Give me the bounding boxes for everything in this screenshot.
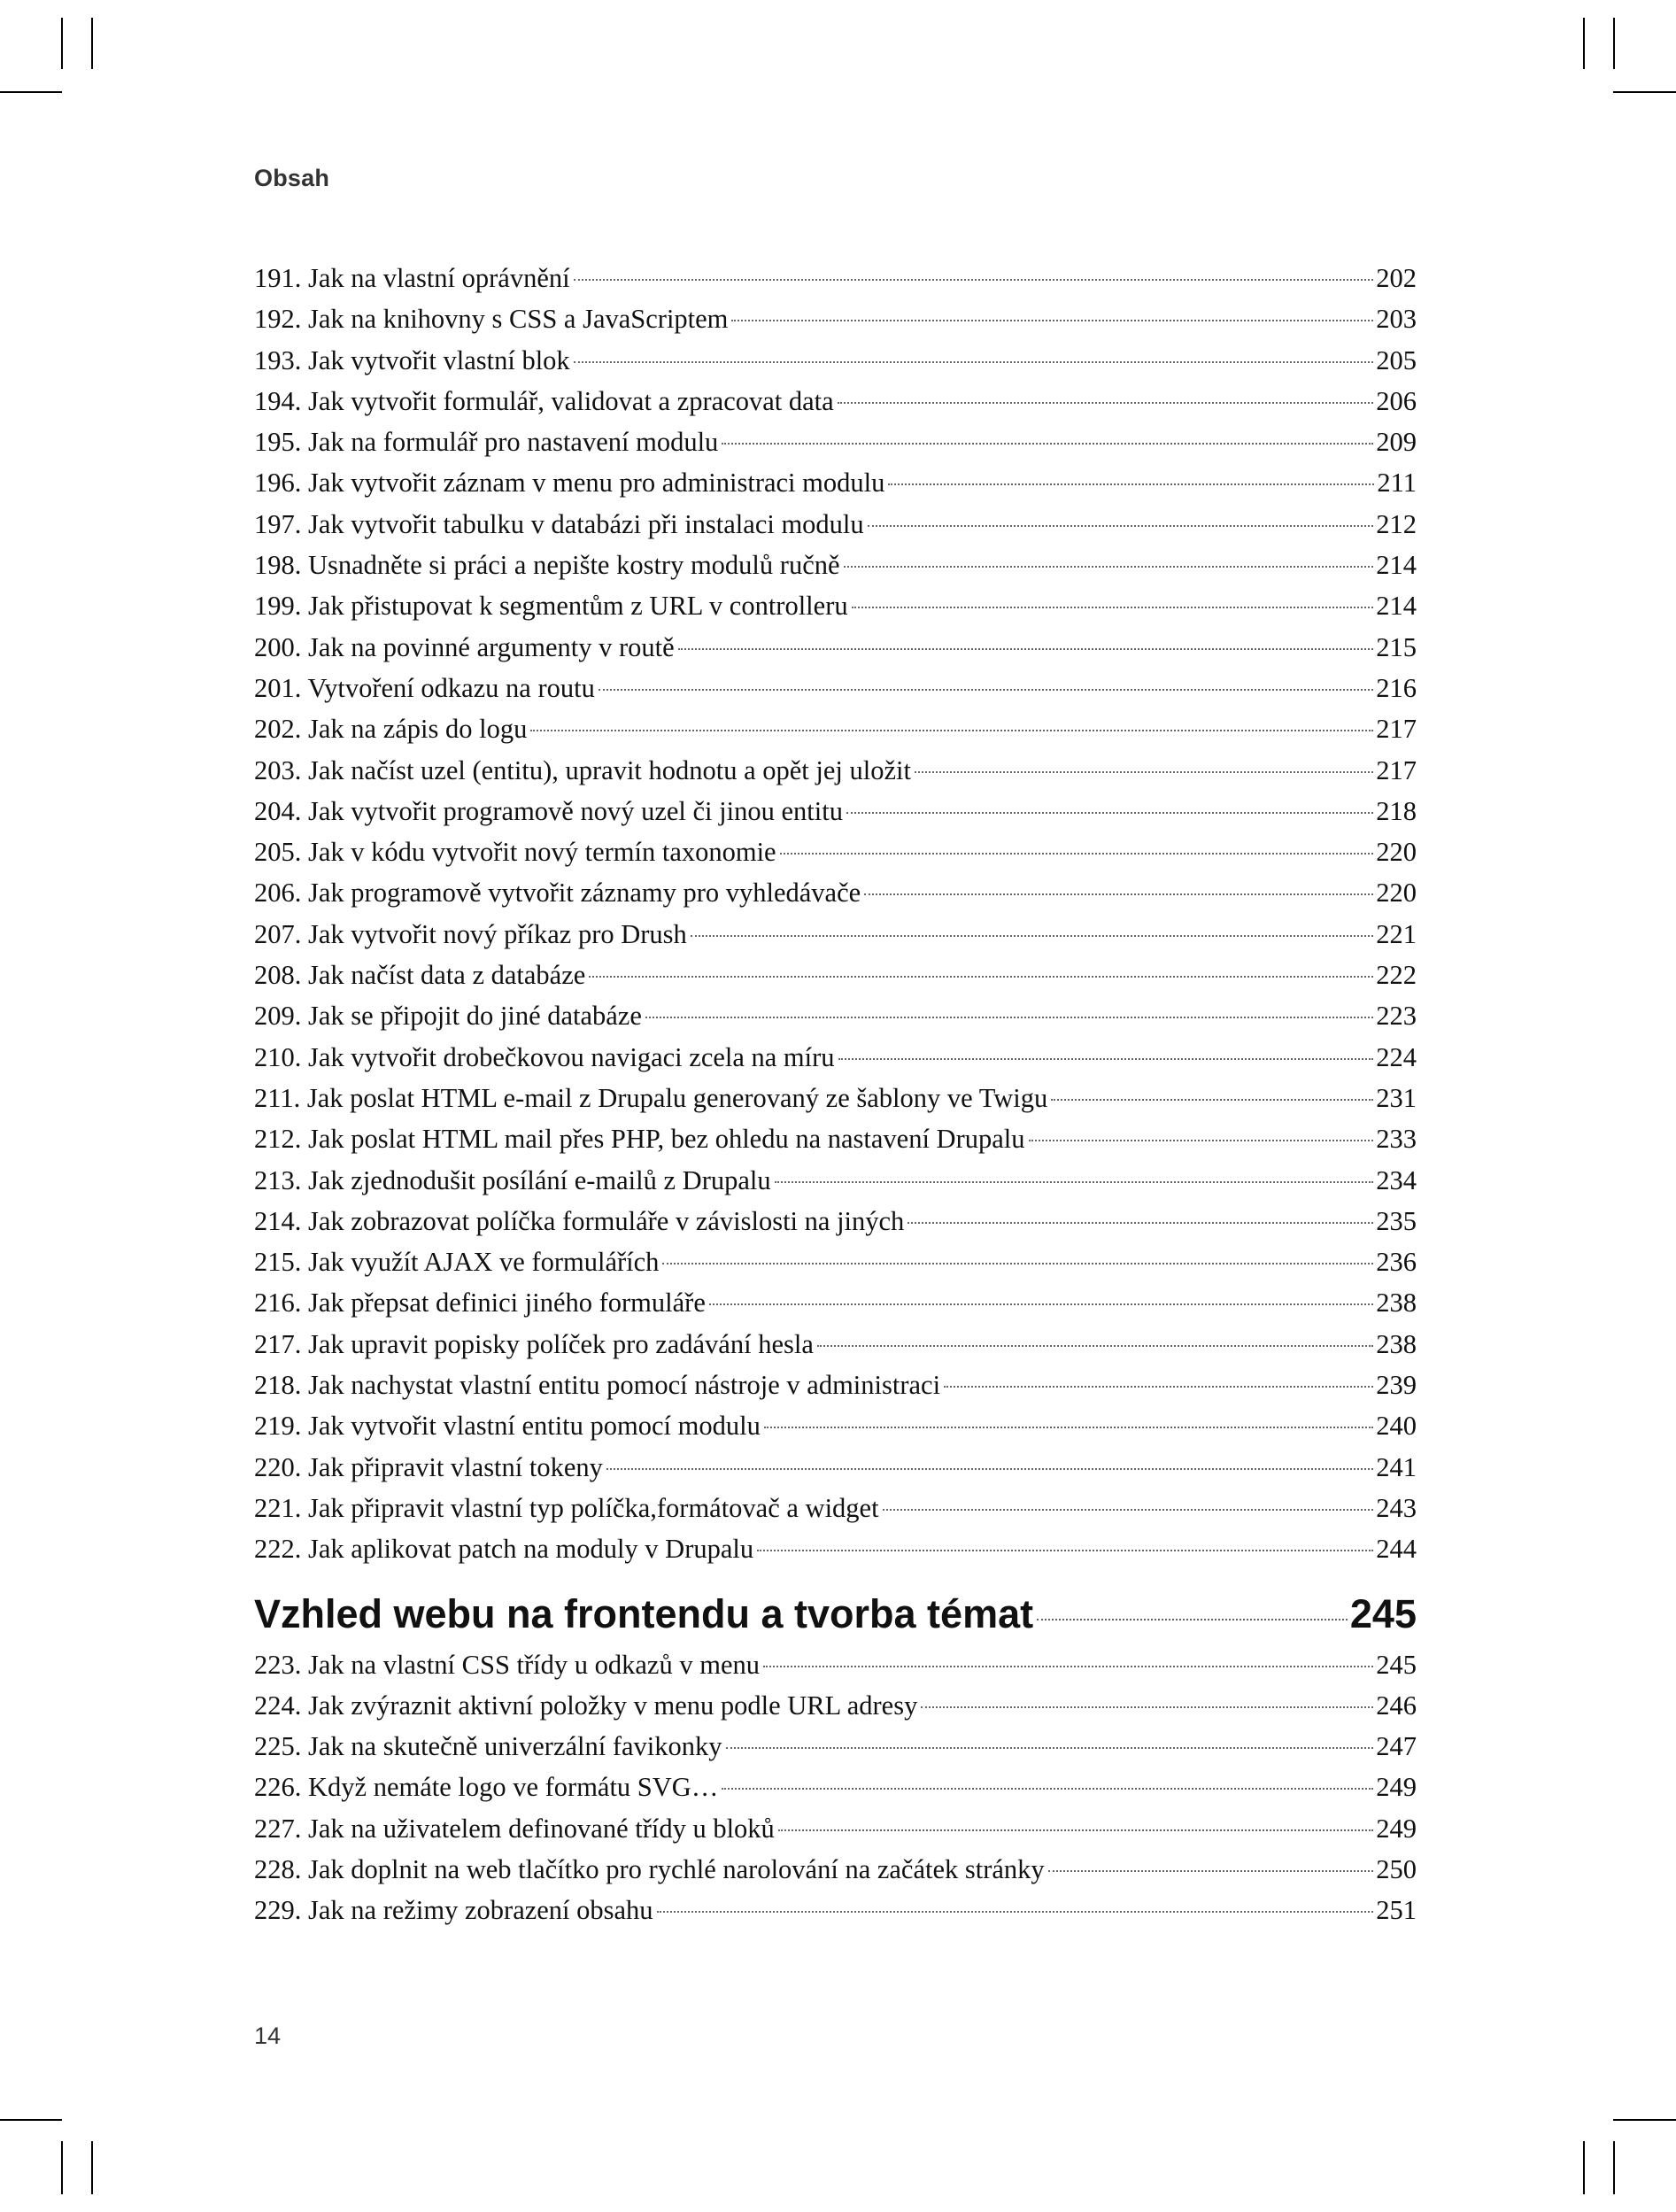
toc-entry[interactable]	[254, 468, 1417, 508]
dot-leader	[775, 1181, 1374, 1183]
toc-entry-page: 231	[1376, 1082, 1417, 1113]
page-number: 14	[254, 2023, 282, 2049]
toc-entry-title: 229. Jak na režimy zobrazení obsahu	[254, 1895, 653, 1926]
toc-entry-page: 216	[1376, 672, 1417, 703]
toc-entry-title: 191. Jak na vlastní oprávnění	[254, 263, 570, 293]
dot-leader	[915, 771, 1373, 773]
toc-entry-page: 206	[1376, 385, 1417, 416]
dot-leader	[599, 689, 1373, 691]
dot-leader	[883, 1509, 1374, 1511]
toc-entry-title: 214. Jak zobrazovat políčka formuláře v závislosti na jiných	[254, 1205, 905, 1236]
crop-mark	[1583, 18, 1585, 69]
dot-leader	[846, 812, 1373, 814]
dot-leader	[817, 1345, 1373, 1347]
toc-entry[interactable]	[254, 1042, 1417, 1083]
dot-leader	[606, 1468, 1373, 1470]
toc-entry[interactable]	[254, 1854, 1417, 1895]
dot-leader	[888, 483, 1374, 485]
dot-leader	[574, 361, 1374, 363]
toc-entry-title: 221. Jak připravit vlastní typ políčka,formátovač a widget	[254, 1492, 879, 1523]
toc-entry[interactable]	[254, 1814, 1417, 1854]
dot-leader	[645, 1017, 1373, 1018]
dot-leader	[1051, 1099, 1373, 1101]
toc-entry-page: 250	[1376, 1853, 1417, 1884]
table-of-contents	[254, 263, 1417, 1937]
toc-entry-page: 239	[1376, 1370, 1417, 1401]
toc-entry-title: 227. Jak na uživatelem definované třídy u bloků	[254, 1813, 775, 1844]
toc-entry-title: 208. Jak načíst data z databáze	[254, 960, 586, 991]
section-heading-title: Vzhled webu na frontendu a tvorba témat	[254, 1590, 1034, 1636]
toc-entry[interactable]	[254, 1247, 1417, 1288]
dot-leader	[657, 1911, 1374, 1913]
toc-entry[interactable]	[254, 1001, 1417, 1041]
toc-entry-page: 244	[1376, 1534, 1417, 1565]
toc-entry-page: 249	[1376, 1813, 1417, 1844]
toc-entry-title: 225. Jak na skutečně univerzální favikonky	[254, 1731, 722, 1762]
toc-entry-page: 217	[1376, 754, 1417, 785]
toc-entry-page: 214	[1376, 591, 1417, 622]
toc-entry[interactable]	[254, 796, 1417, 837]
toc-entry[interactable]	[254, 755, 1417, 796]
toc-entry-page: 214	[1376, 550, 1417, 581]
toc-entry-title: 193. Jak vytvořit vlastní blok	[254, 344, 570, 375]
crop-mark	[0, 2119, 62, 2121]
toc-entry[interactable]	[254, 837, 1417, 878]
toc-entry[interactable]	[254, 1895, 1417, 1936]
dot-leader	[868, 525, 1374, 527]
toc-entry[interactable]	[254, 263, 1417, 304]
toc-entry-title: 218. Jak nachystat vlastní entitu pomocí nástroje v administraci	[254, 1370, 941, 1401]
toc-entry-page: 217	[1376, 714, 1417, 745]
toc-entry[interactable]	[254, 1493, 1417, 1534]
toc-entry-title: 206. Jak programově vytvořit záznamy pro vyhledávače	[254, 878, 861, 909]
dot-leader	[908, 1222, 1373, 1224]
toc-entry[interactable]	[254, 878, 1417, 918]
section-heading[interactable]	[254, 1591, 1417, 1650]
toc-entry[interactable]	[254, 1206, 1417, 1247]
toc-entry-title: 212. Jak poslat HTML mail přes PHP, bez ohledu na nastavení Drupalu	[254, 1124, 1025, 1155]
crop-mark	[91, 2141, 93, 2194]
toc-entry-title: 203. Jak načíst uzel (entitu), upravit hodnotu a opět jej uložit	[254, 754, 911, 785]
toc-entry-page: 243	[1376, 1492, 1417, 1523]
toc-list-chapter	[254, 263, 1417, 1575]
dot-leader	[757, 1550, 1373, 1551]
dot-leader	[691, 935, 1373, 937]
toc-entry-page: 246	[1376, 1690, 1417, 1721]
toc-entry[interactable]	[254, 591, 1417, 631]
toc-entry-title: 204. Jak vytvořit programově nový uzel či jinou entitu	[254, 795, 843, 826]
toc-entry-title: 201. Vytvoření odkazu na routu	[254, 672, 595, 703]
toc-entry[interactable]	[254, 509, 1417, 550]
crop-mark	[61, 18, 63, 69]
toc-entry-title: 219. Jak vytvořit vlastní entitu pomocí modulu	[254, 1411, 761, 1442]
dot-leader	[726, 1747, 1374, 1749]
toc-entry-title: 223. Jak na vlastní CSS třídy u odkazů v menu	[254, 1649, 760, 1680]
toc-entry[interactable]	[254, 1288, 1417, 1328]
toc-entry-page: 224	[1376, 1041, 1417, 1072]
toc-entry-page: 240	[1376, 1411, 1417, 1442]
dot-leader	[778, 1829, 1373, 1831]
toc-entry-title: 211. Jak poslat HTML e-mail z Drupalu generovaný ze šablony ve Twigu	[254, 1082, 1048, 1113]
toc-entry-page: 233	[1376, 1124, 1417, 1155]
toc-entry-title: 207. Jak vytvořit nový příkaz pro Drush	[254, 918, 687, 949]
dot-leader	[574, 279, 1374, 281]
dot-leader	[589, 976, 1373, 978]
dot-leader	[722, 443, 1373, 445]
toc-entry-title: 220. Jak připravit vlastní tokeny	[254, 1451, 603, 1482]
dot-leader	[678, 648, 1374, 650]
toc-entry-page: 221	[1376, 918, 1417, 949]
toc-entry[interactable]	[254, 1165, 1417, 1206]
crop-mark	[1613, 91, 1676, 93]
toc-entry-title: 200. Jak na povinné argumenty v routě	[254, 631, 675, 662]
dot-leader	[838, 1058, 1374, 1060]
dot-leader	[722, 1788, 1373, 1790]
crop-mark	[1613, 18, 1615, 69]
toc-entry-title: 196. Jak vytvořit záznam v menu pro administraci modulu	[254, 468, 885, 499]
dot-leader	[944, 1386, 1373, 1388]
toc-entry-page: 205	[1376, 344, 1417, 375]
toc-entry-page: 238	[1376, 1288, 1417, 1319]
toc-entry-title: 198. Usnadněte si práci a nepište kostry modulů ručně	[254, 550, 840, 581]
toc-entry-page: 211	[1377, 468, 1417, 499]
toc-entry[interactable]	[254, 960, 1417, 1001]
toc-entry-page: 235	[1376, 1205, 1417, 1236]
toc-entry-page: 215	[1376, 631, 1417, 662]
crop-mark	[91, 18, 93, 69]
toc-entry-page: 223	[1376, 1001, 1417, 1032]
crop-mark	[1583, 2141, 1585, 2194]
toc-entry-page: 220	[1376, 878, 1417, 909]
toc-entry[interactable]	[254, 1772, 1417, 1813]
dot-leader	[709, 1303, 1373, 1305]
dot-leader	[1048, 1870, 1374, 1872]
toc-entry-page: 222	[1376, 960, 1417, 991]
toc-entry[interactable]	[254, 304, 1417, 344]
toc-entry[interactable]	[254, 1329, 1417, 1370]
toc-entry-title: 202. Jak na zápis do logu	[254, 714, 528, 745]
toc-entry[interactable]	[254, 1650, 1417, 1690]
section-heading-page: 245	[1349, 1590, 1417, 1636]
crop-mark	[61, 2141, 63, 2194]
toc-list-section	[254, 1650, 1417, 1937]
toc-entry-title: 226. Když nemáte logo ve formátu SVG…	[254, 1772, 719, 1803]
toc-entry-title: 210. Jak vytvořit drobečkovou navigaci zcela na míru	[254, 1041, 835, 1072]
dot-leader	[530, 730, 1373, 731]
dot-leader	[838, 402, 1374, 404]
dot-leader	[763, 1666, 1373, 1667]
toc-entry[interactable]	[254, 1124, 1417, 1164]
toc-entry-page: 247	[1376, 1731, 1417, 1762]
dot-leader	[731, 320, 1373, 321]
toc-entry-page: 236	[1376, 1247, 1417, 1278]
toc-entry-page: 212	[1376, 508, 1417, 539]
toc-entry-title: 205. Jak v kódu vytvořit nový termín taxonomie	[254, 837, 776, 868]
dot-leader	[852, 607, 1374, 608]
toc-entry[interactable]	[254, 632, 1417, 673]
toc-entry-title: 222. Jak aplikovat patch na moduly v Drupalu	[254, 1534, 754, 1565]
toc-entry[interactable]	[254, 427, 1417, 468]
toc-entry-page: 245	[1376, 1649, 1417, 1680]
dot-leader	[764, 1427, 1373, 1428]
toc-entry-page: 241	[1376, 1451, 1417, 1482]
toc-entry[interactable]	[254, 1452, 1417, 1493]
toc-entry-title: 195. Jak na formulář pro nastavení modulu	[254, 427, 719, 458]
dot-leader	[1037, 1619, 1348, 1620]
toc-entry-title: 199. Jak přistupovat k segmentům z URL v controlleru	[254, 591, 848, 622]
toc-entry[interactable]	[254, 550, 1417, 591]
dot-leader	[864, 893, 1373, 895]
dot-leader	[844, 566, 1374, 568]
toc-entry[interactable]	[254, 345, 1417, 386]
dot-leader	[1029, 1140, 1374, 1141]
toc-entry-page: 202	[1376, 263, 1417, 293]
dot-leader	[780, 853, 1374, 855]
toc-entry-title: 192. Jak na knihovny s CSS a JavaScriptem	[254, 304, 729, 335]
crop-mark	[1613, 2119, 1676, 2121]
toc-entry[interactable]	[254, 386, 1417, 427]
toc-entry[interactable]	[254, 1411, 1417, 1451]
toc-entry[interactable]	[254, 919, 1417, 960]
toc-entry-page: 220	[1376, 837, 1417, 868]
crop-mark	[0, 91, 62, 93]
crop-mark	[1613, 2141, 1615, 2194]
toc-entry-title: 228. Jak doplnit na web tlačítko pro rychlé narolování na začátek stránky	[254, 1853, 1045, 1884]
toc-entry-title: 194. Jak vytvořit formulář, validovat a zpracovat data	[254, 385, 834, 416]
toc-entry-page: 234	[1376, 1164, 1417, 1195]
toc-entry[interactable]	[254, 714, 1417, 754]
toc-entry-page: 218	[1376, 795, 1417, 826]
toc-entry[interactable]	[254, 1534, 1417, 1574]
dot-leader	[662, 1263, 1373, 1265]
toc-entry[interactable]	[254, 1370, 1417, 1411]
toc-entry-page: 238	[1376, 1328, 1417, 1359]
toc-entry-page: 251	[1376, 1895, 1417, 1926]
toc-entry[interactable]	[254, 673, 1417, 714]
toc-entry-title: 216. Jak přepsat definici jiného formuláře	[254, 1288, 706, 1319]
toc-entry-page: 209	[1376, 427, 1417, 458]
toc-entry-title: 209. Jak se připojit do jiné databáze	[254, 1001, 642, 1032]
toc-entry-title: 213. Jak zjednodušit posílání e-mailů z Drupalu	[254, 1164, 771, 1195]
running-head: Obsah	[254, 165, 330, 191]
toc-entry[interactable]	[254, 1731, 1417, 1772]
toc-entry-page: 249	[1376, 1772, 1417, 1803]
toc-entry-title: 224. Jak zvýraznit aktivní položky v menu podle URL adresy	[254, 1690, 918, 1721]
toc-entry-page: 203	[1376, 304, 1417, 335]
toc-entry-title: 215. Jak využít AJAX ve formulářích	[254, 1247, 660, 1278]
toc-entry-title: 197. Jak vytvořit tabulku v databázi při instalaci modulu	[254, 508, 864, 539]
dot-leader	[921, 1706, 1373, 1708]
toc-entry[interactable]	[254, 1083, 1417, 1124]
toc-entry-title: 217. Jak upravit popisky políček pro zadávání hesla	[254, 1328, 814, 1359]
toc-entry[interactable]	[254, 1690, 1417, 1731]
